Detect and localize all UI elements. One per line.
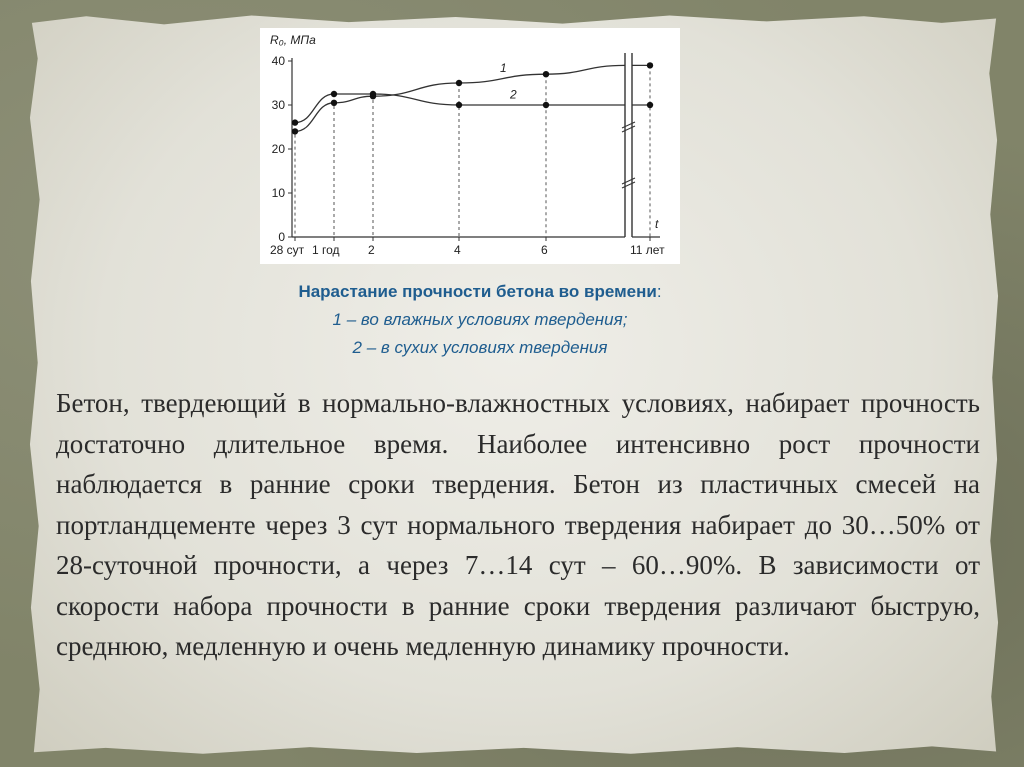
caption-title-line	[200, 278, 760, 306]
series-1-label: 1	[500, 61, 507, 75]
y-axis-label: R₀, МПа	[270, 33, 316, 47]
series-1-point-1	[331, 100, 337, 106]
caption-title-colon: :	[656, 282, 662, 301]
chart-svg	[260, 28, 680, 264]
x-tick-label-5: 11 лет	[630, 243, 665, 257]
y-tick-label-30: 30	[271, 98, 285, 112]
series-2-point-1	[331, 91, 337, 97]
y-tick-label-20: 20	[271, 142, 285, 156]
series-2-point-5	[647, 102, 653, 108]
series-2-point-2	[370, 91, 376, 97]
caption-line-2: 2 – в сухих условиях твердения	[352, 338, 608, 357]
x-tick-label-1: 1 год	[312, 243, 340, 257]
series-1-point-0	[292, 128, 298, 134]
series-2-point-0	[292, 119, 298, 125]
caption-line-1: 1 – во влажных условиях твердения;	[332, 310, 628, 329]
series-2-line	[295, 94, 625, 123]
series-2-point-4	[543, 102, 549, 108]
x-axis-label: t	[655, 217, 659, 231]
y-tick-label-40: 40	[271, 54, 285, 68]
axis-break-mark-upper	[622, 122, 635, 132]
y-tick-label-0: 0	[278, 230, 285, 244]
x-tick-label-4: 6	[541, 243, 548, 257]
series-1-point-3	[456, 80, 462, 86]
strength-chart	[260, 28, 680, 264]
series-1-point-4	[543, 71, 549, 77]
body-paragraph: Бетон, твердеющий в нормально-влажностных условиях, набирает прочность достаточно длительное время. Наиболее интенсивно рост прочности наблюдается в ранние сроки твердения. Бетон из пластичных смесей на портландцементе через 3 сут нормального твердения набирает до 30…50% от 28-суточной прочности, а через 7…14 сут – 60…90%. В зависимости от скорости набора прочности в ранние сроки твердения различают быструю, среднюю, медленную и очень медленную динамику прочности.	[56, 388, 980, 661]
caption-title: Нарастание прочности бетона во времени	[298, 282, 657, 301]
x-tick-label-2: 2	[368, 243, 375, 257]
series-1-line	[295, 65, 625, 131]
series-2-point-3	[456, 102, 462, 108]
x-tick-label-0: 28 сут	[270, 243, 305, 257]
x-tick-label-3: 4	[454, 243, 461, 257]
series-2-label: 2	[510, 87, 517, 102]
axis-break-mark-lower	[622, 178, 635, 188]
chart-caption	[200, 278, 760, 362]
series-1-point-5	[647, 62, 653, 68]
y-tick-label-10: 10	[271, 186, 285, 200]
